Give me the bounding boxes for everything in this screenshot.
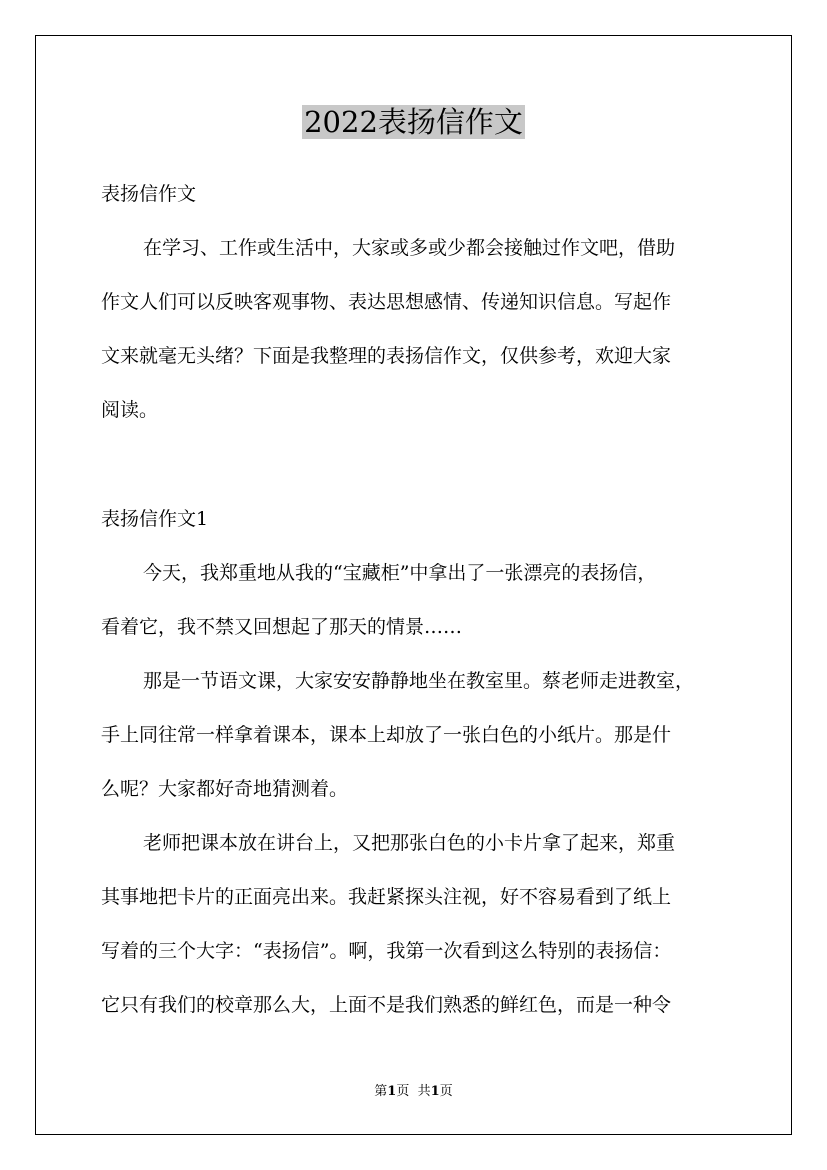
footer-page-prefix: 第: [374, 1084, 388, 1099]
paragraph-line: 阅读。: [101, 399, 159, 421]
footer-total-number: 1: [430, 1084, 440, 1099]
page-footer: [0, 1083, 827, 1101]
paragraph-line: 其事地把卡片的正面亮出来。我赶紧探头注视，好不容易看到了纸上: [101, 886, 672, 908]
paragraph-line: 看着它，我不禁又回想起了那天的情景……: [101, 616, 463, 638]
section-heading: 表扬信作文1: [101, 508, 209, 530]
footer-total-suffix: 页: [439, 1084, 453, 1099]
section-heading: 表扬信作文: [101, 183, 197, 205]
document-title: 2022表扬信作文: [304, 105, 523, 139]
paragraph-line: 在学习、工作或生活中，大家或多或少都会接触过作文吧，借助: [143, 237, 676, 259]
paragraph-line: 写着的三个大字：“表扬信”。啊，我第一次看到这么特别的表扬信：: [101, 940, 672, 962]
footer-total-prefix: 共: [417, 1084, 431, 1099]
footer-page-suffix: 页: [396, 1084, 410, 1099]
paragraph-line: 么呢？大家都好奇地猜测着。: [101, 778, 349, 800]
paragraph-line: 老师把课本放在讲台上，又把那张白色的小卡片拿了起来，郑重: [143, 832, 676, 854]
paragraph-line: 那是一节语文课，大家安安静静地坐在教室里。蔡老师走进教室，: [143, 670, 695, 692]
document-title-wrapper: [0, 104, 827, 140]
paragraph-line: 今天，我郑重地从我的“宝藏柜”中拿出了一张漂亮的表扬信，: [143, 562, 657, 584]
footer-page-number: 1: [387, 1084, 397, 1099]
paragraph-line: 作文人们可以反映客观事物、表达思想感情、传递知识信息。写起作: [101, 291, 672, 313]
paragraph-line: 它只有我们的校章那么大，上面不是我们熟悉的鲜红色，而是一种令: [101, 994, 672, 1016]
paragraph-line: 文来就毫无头绪？下面是我整理的表扬信作文，仅供参考，欢迎大家: [101, 345, 672, 367]
paragraph-line: 手上同往常一样拿着课本，课本上却放了一张白色的小纸片。那是什: [101, 724, 672, 746]
